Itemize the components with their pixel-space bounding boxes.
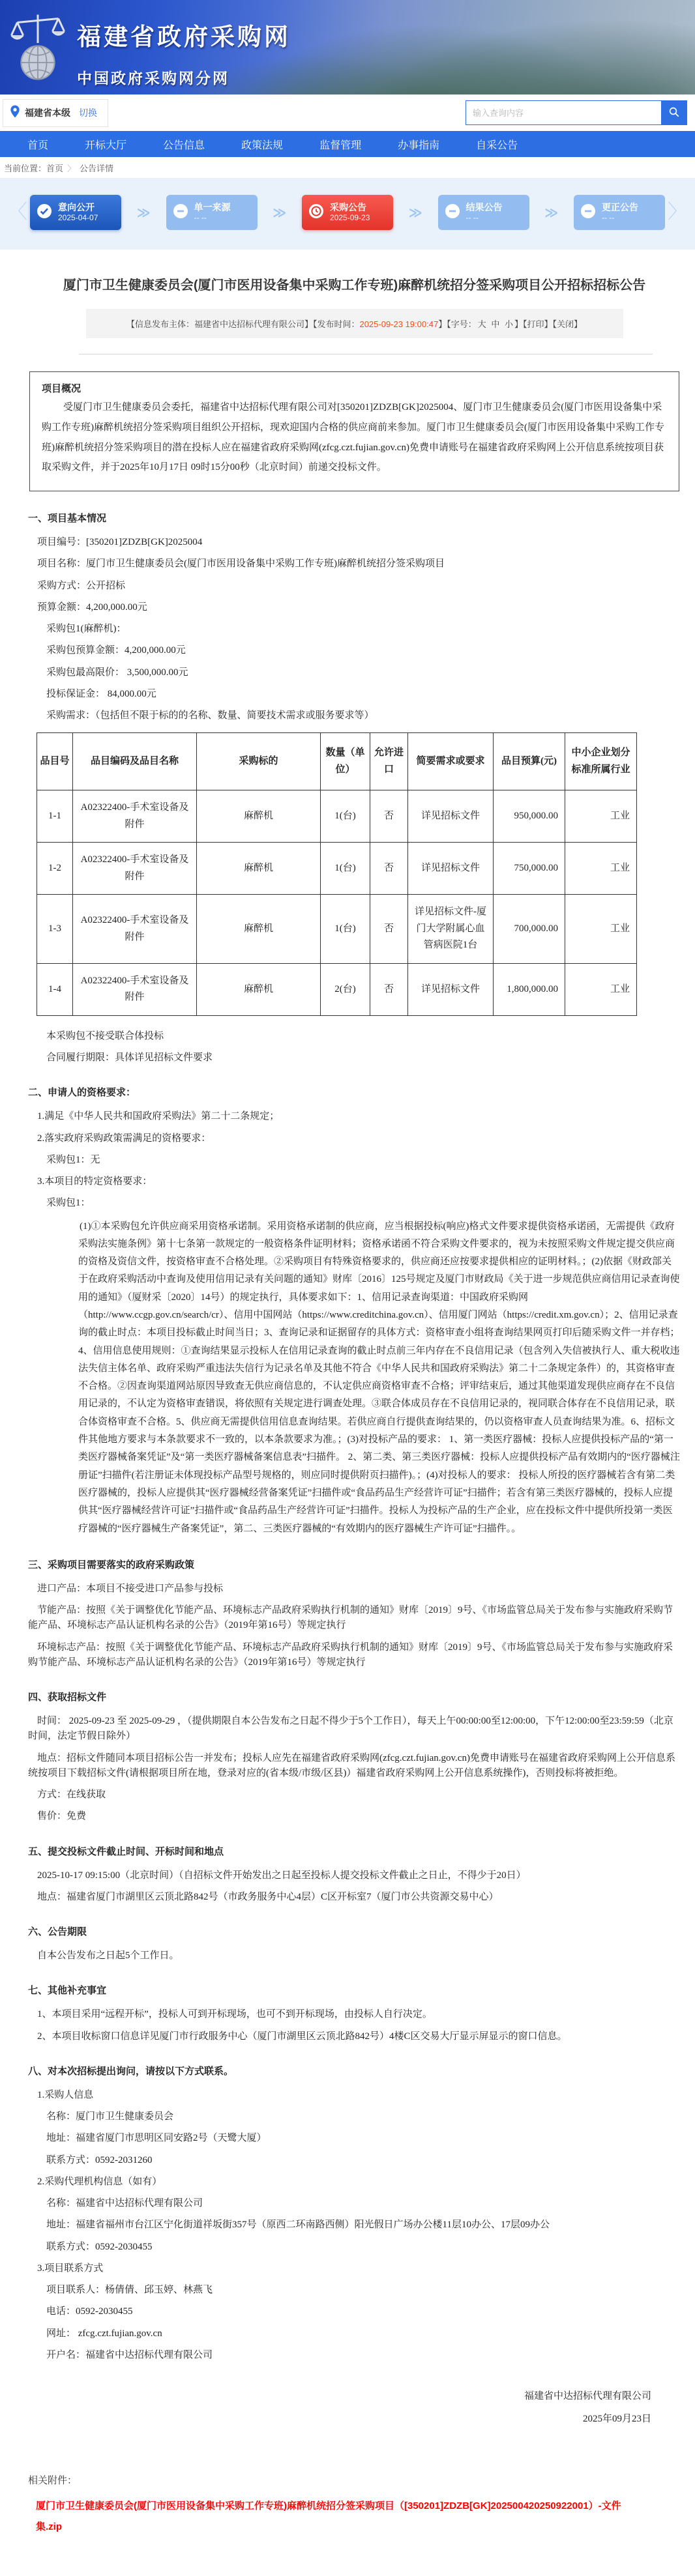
nav-item-announcements[interactable]: 公告信息 (163, 139, 205, 151)
project-contact-phone: 电话：0592-2030455 (46, 2306, 133, 2317)
announcement-period: 自本公告发布之日起5个工作日。 (37, 1950, 179, 1961)
step-intent-publicity[interactable] (30, 195, 121, 230)
document-method: 方式：在线获取 (37, 1789, 106, 1801)
table-header-row (37, 733, 637, 790)
agency-name: 名称：福建省中达招标代理有限公司 (46, 2198, 203, 2209)
table-cell: 950,000.00 (494, 790, 565, 843)
font-size-medium-button[interactable]: 中 (491, 319, 500, 329)
table-cell: 1,800,000.00 (494, 963, 565, 1015)
page-title: 厦门市卫生健康委员会(厦门市医用设备集中采购工作专班)麻醉机统招分签采购项目公开招标招标公告 (63, 278, 646, 293)
budget-amount: 预算金额：4,200,000.00元 (37, 601, 147, 613)
bid-opening-place: 地点：福建省厦门市湖里区云顶北路842号（市政务服务中心4层）C区开标室7（厦门市公共资源交易中心） (37, 1891, 499, 1902)
site-banner (0, 0, 695, 94)
table-cell: 2(台) (321, 963, 370, 1015)
agency-info-title: 2.采购代理机构信息（如有） (37, 2176, 162, 2187)
table-cell: 工业 (565, 895, 637, 964)
table-cell: 麻醉机 (197, 895, 321, 964)
overview-heading: 项目概况 (42, 383, 81, 394)
supplement-item: 2、本项目收标窗口信息详见厦门市行政服务中心（厦门市湖里区云顶北路842号）4楼C区交易大厅显示屏显示的窗口信息。 (37, 2031, 567, 2042)
divider (79, 354, 653, 355)
purchaser-address: 地址：福建省厦门市思明区同安路2号（天鹭大厦） (46, 2133, 267, 2144)
section3-heading: 三、采购项目需要落实的政府采购政策 (28, 1559, 195, 1570)
table-cell: 详见招标文件 (408, 790, 494, 843)
meta-size-label: 】【字号： (438, 319, 477, 329)
step-label: 结果公告 (466, 201, 503, 212)
step-label: 更正公告 (602, 201, 638, 212)
step-label: 采购公告 (330, 201, 366, 212)
table-header-cell: 中小企业划分标准所属行业 (565, 733, 637, 790)
bid-deadline: 2025-10-17 09:15:00（北京时间）（自招标文件开始发出之日起至投标人提交投标文件截止之日止，不得少于20日） (37, 1870, 526, 1881)
nav-item-bid-opening-hall[interactable]: 开标大厅 (85, 139, 127, 151)
table-cell: A02322400-手术室设备及附件 (73, 963, 197, 1015)
specific-qualification-paragraph: (1)①本采购包允许供应商采用资格承诺制。采用资格承诺制的供应商，应当根据投标(响应)格式文件要求提供资格承诺函，无需提供《政府采购法实施条例》第十七条第一款规定的一般资格条件证明材料；资格承诺函不符合采购文件要求的，视为未按照采购文件规定提交供应商的资格及资信文件，按资格审查不合格处理。②采购项目有特殊资格要求的，供应商还应按要求提供相应的证明材料。；(2)依据《财政部关于在政府采购活动中查询及使用信用记录有关问题的通知》财库〔2016〕125号规定及厦门市财政局《关于进一步规范供应商信用记录查询使用的通知》（厦财采〔2020〕14号）的规定执行，具体要求如下：1、信用记录查询渠道：中国政府采购网（http://www.ccgp.gov.cn/search/cr）、信用中国网站（https://www.creditchina.gov.cn）、信用厦门网站（https://credit.xm.gov.cn）；2、信用记录查询的截止时点：本项目投标截止时间当日；3、查询记录和证据留存的具体方式：资格审查小组将查询结果网页打印后随采购文件一并存档；4、信用信息使用规则：①查询结果显示投标人在信用记录查询的截止时点前三年内存在不良信用记录（包含列入失信被执行人、重大税收违法失信主体名单、政府采购严重违法失信行为记录名单及其他不符合《中华人民共和国政府采购法》第二十二条规定条件）的，其资格审查不合格。②因查询渠道网站原因导致查无供应商信息的，不认定供应商资格审查不合格；评审结束后，通过其他渠道发现供应商存在不良信用记录的，不认定为资格审查错误，将依照有关规定进行调查处理。③联合体成员存在不良信用记录的，视同联合体存在不良信用记录，联合体资格审查不合格。5、供应商无需提供信用信息查询结果。若供应商自行提供查询结果的，仍以资格审查人员查询结果为准。6、招标文件其他地方要求与本条款要求不一致的，以本条款要求为准。；(3)对投标产品的要求： 1、第一类医疗器械：投标人应提供投标产品的“第一类医疗器械备案凭证”及“第一类医疗器械备案信息表”扫描件。 2、第二类、第三类医疗器械：投标人应提供投标产品有效期内的“医疗器械注册证”扫描件(若注册证未体现投标产品型号规格的，则应同时提供附页扫描件)。；(4)对投标人的要求： 投标人所投的医疗器械若含有第二类医疗器械的，投标人应提供其“医疗器械经营备案凭证”扫描件或“食品药品生产经营许可证”扫描件；若含有第三类医疗器械的，投标人应提供其“医疗器械经营许可证”扫描件或“食品药品生产经营许可证”扫描件。投标人为投标产品的生产企业，应在投标文件中提供所投第一类医疗器械的“医疗器械生产备案凭证”，第二、三类医疗器械的“有效期内的医疗器械生产许可证”扫描件。。 (78, 1221, 680, 1534)
search-icon (668, 106, 680, 120)
table-cell: A02322400-手术室设备及附件 (73, 895, 197, 964)
table-cell: 详见招标文件-厦门大学附属心血管病医院1台 (408, 895, 494, 964)
nav-item-self-procurement[interactable]: 自采公告 (476, 139, 518, 151)
section8-heading: 八、对本次招标提出询问，请按以下方式联系。 (28, 2065, 234, 2077)
bid-deposit: 投标保证金： 84,000.00元 (46, 688, 156, 699)
table-row (37, 963, 637, 1015)
purchaser-info-title: 1.采购人信息 (37, 2089, 94, 2100)
environment-label-policy: 环境标志产品：按照《关于调整优化节能产品、环境标志产品政府采购执行机制的通知》财库〔2019〕9号、《市场监管总局关于发布参与实施政府采购节能产品、环境标志产品认证机构名录的公告》（2019年第16号）等规定执行 (28, 1642, 673, 1668)
step-connector-arrows-icon: ≫ (136, 205, 151, 220)
font-size-small-button[interactable]: 小 (504, 319, 513, 329)
import-product-policy: 进口产品：本项目不接受进口产品参与投标 (37, 1583, 224, 1594)
table-cell: A02322400-手术室设备及附件 (73, 843, 197, 895)
section4-heading: 四、获取招标文件 (28, 1692, 107, 1703)
table-cell: 否 (370, 963, 408, 1015)
search-bar (466, 100, 687, 125)
table-cell: 工业 (565, 843, 637, 895)
step-date: -- -- (194, 213, 207, 223)
section2-heading: 二、申请人的资格要求： (28, 1087, 136, 1099)
meta-publish-time: 2025-09-23 19:00:47 (359, 319, 439, 329)
qualification-item: 采购包1： (46, 1198, 91, 1209)
section7-heading: 七、其他补充事宜 (28, 1985, 107, 1997)
table-cell: 麻醉机 (197, 790, 321, 843)
step-date: -- -- (602, 213, 615, 223)
attachments-section (0, 2437, 695, 2576)
purchaser-contact: 联系方式：0592-2031260 (46, 2154, 153, 2165)
package-title: 采购包1(麻醉机)： (46, 624, 126, 634)
table-cell: 否 (370, 843, 408, 895)
section6-heading: 六、公告期限 (28, 1926, 87, 1938)
breadcrumb (0, 157, 695, 178)
close-button[interactable]: 【关闭】 (552, 319, 583, 329)
step-result-announcement[interactable] (438, 195, 529, 230)
minus-circle-icon (580, 203, 596, 222)
nav-item-guide[interactable]: 办事指南 (398, 139, 440, 151)
qualification-item: 1.满足《中华人民共和国政府采购法》第二十二条规定； (37, 1111, 280, 1122)
step-connector-arrows-icon: ≫ (408, 205, 422, 220)
breadcrumb-prefix: 当前位置： (4, 163, 47, 173)
check-circle-icon (37, 203, 52, 222)
site-logo-scales-icon (8, 12, 68, 85)
table-cell: 否 (370, 895, 408, 964)
project-name: 项目名称：厦门市卫生健康委员会(厦门市医用设备集中采购工作专班)麻醉机统招分签采购项目 (37, 558, 445, 570)
procurement-steps (0, 178, 695, 250)
table-cell: 详见招标文件 (408, 963, 494, 1015)
meta-publisher: 【信息发布主体：福建省中达招标代理有限公司】【发布时间： (126, 319, 360, 329)
section1-heading: 一、项目基本情况 (28, 513, 107, 524)
minus-circle-icon (445, 203, 460, 222)
site-title: 福建省政府采购网 (77, 23, 291, 50)
qualification-item: 采购包1：无 (46, 1154, 100, 1165)
steps-prev-arrow-icon[interactable]: 〈 (8, 201, 27, 223)
table-cell: 1-1 (37, 790, 73, 843)
procurement-method: 采购方式：公开招标 (37, 580, 126, 591)
table-cell: 750,000.00 (494, 843, 565, 895)
table-cell: 麻醉机 (197, 843, 321, 895)
steps-row (30, 195, 665, 230)
breadcrumb-current: 公告详情 (80, 163, 114, 173)
step-procurement-announcement[interactable] (302, 195, 393, 230)
print-button[interactable]: 【打印】 (523, 319, 553, 329)
project-contact-person: 项目联系人：杨倩倩、邱玉婷、林燕飞 (46, 2285, 213, 2296)
signature-company: 福建省中达招标代理有限公司 (524, 2391, 651, 2402)
purchaser-name: 名称：厦门市卫生健康委员会 (46, 2111, 174, 2122)
items-table (37, 732, 637, 1016)
meta-size-end: 】 (514, 319, 524, 329)
font-size-large-button[interactable]: 大 (477, 319, 486, 329)
qualification-item: 3.本项目的特定资格要求： (37, 1176, 153, 1187)
step-date: -- -- (466, 213, 479, 223)
table-header-cell: 允许进口 (370, 733, 408, 790)
account-name: 开户名：福建省中达招标代理有限公司 (46, 2349, 213, 2360)
step-connector-arrows-icon: ≫ (544, 205, 559, 220)
step-correction-announcement[interactable] (574, 195, 665, 230)
table-header-cell: 数量（单位） (321, 733, 370, 790)
project-overview-box (29, 371, 679, 491)
table-cell: 麻醉机 (197, 963, 321, 1015)
main-nav (0, 131, 695, 157)
overview-body: 受厦门市卫生健康委员会委托，福建省中达招标代理有限公司对[350201]ZDZB[GK]2025004、厦门市卫生健康委员会(厦门市医用设备集中采购工作专班)麻醉机统招分签采购项目组织公开招标，现欢迎国内合格的供应商前来参加。厦门市卫生健康委员会(厦门市医用设备集中采购工作专班)麻醉机统招分签采购项目的潜在投标人应在福建省政府采购网(zfcg.czt.fujian.gov.cn)免费申请账号在福建省政府采购网上公开信息系统按项目获取采购文件，并于2025年10月17日 09时15分00秒（北京时间）前递交投标文件。 (42, 402, 664, 473)
steps-next-arrow-icon[interactable]: 〉 (668, 201, 687, 223)
table-cell: 否 (370, 790, 408, 843)
nav-item-policies[interactable]: 政策法规 (241, 139, 284, 151)
table-cell: 700,000.00 (494, 895, 565, 964)
signature-date: 2025年09月23日 (582, 2413, 651, 2424)
location-pin-icon (10, 105, 20, 121)
document-place: 地点：招标文件随同本项目招标公告一并发布；投标人应先在福建省政府采购网(zfcg.czt.fujian.gov.cn)免费申请账号在福建省政府采购网上公开信息系统按项目下载招标文件(请根据项目所在地，登录对应的(省本级/市级/区县)）福建省政府采购网上公开信息系统操作)，否则投标将被拒绝。 (28, 1752, 675, 1778)
table-header-cell: 品目号 (37, 733, 73, 790)
region-label: 福建省本级 (25, 108, 70, 118)
table-row (37, 895, 637, 964)
breadcrumb-separator-icon: 〉 (67, 163, 76, 173)
document-price: 售价：免费 (37, 1811, 87, 1822)
announcement-article (0, 250, 695, 2437)
site-subtitle: 中国政府采购网分网 (77, 70, 229, 87)
table-header-cell: 简要需求或要求 (408, 733, 494, 790)
attachment-file-link[interactable]: 厦门市卫生健康委员会(厦门市医用设备集中采购工作专班)麻醉机统招分签采购项目（[350201]ZDZB[GK]202500420250922001）-文件集.zip (36, 2500, 621, 2532)
project-number: 项目编号：[350201]ZDZB[GK]2025004 (37, 537, 203, 547)
supplement-item: 1、本项目采用“远程开标”，投标人可到开标现场，也可不到开标现场，由投标人自行决定。 (37, 2009, 432, 2020)
region-selector[interactable] (3, 99, 108, 127)
table-header-cell: 品目预算(元) (494, 733, 565, 790)
table-cell: 1(台) (321, 790, 370, 843)
toolbar (0, 94, 695, 131)
table-cell: 1(台) (321, 843, 370, 895)
table-row (37, 790, 637, 843)
step-label: 意向公开 (58, 201, 95, 212)
document-time: 时间： 2025-09-23 至 2025-09-29 ，（提供期限自本公告发布之日起不得少于5个工作日），每天上午00:00:00至12:00:00，下午12:00:00至23:59:59（北京时间，法定节假日除外） (28, 1716, 673, 1742)
table-cell: 1(台) (321, 895, 370, 964)
table-cell: 工业 (565, 790, 637, 843)
table-cell: 详见招标文件 (408, 843, 494, 895)
procurement-demand-note: 采购需求：（包括但不限于标的的名称、数量、简要技术需求或服务要求等） (46, 710, 374, 721)
package-max-price: 采购包最高限价： 3,500,000.00元 (46, 667, 188, 678)
qualification-item: 2.落实政府采购政策需满足的资格要求： (37, 1133, 211, 1144)
meta-bar (86, 309, 623, 338)
no-consortium-note: 本采购包不接受联合体投标 (46, 1030, 164, 1041)
table-cell: 工业 (565, 963, 637, 1015)
clock-circle-icon (308, 203, 324, 222)
table-header-cell: 采购标的 (197, 733, 321, 790)
project-contact-website: 网址： zfcg.czt.fujian.gov.cn (46, 2328, 162, 2339)
step-label: 单一来源 (194, 201, 231, 212)
table-cell: 1-2 (37, 843, 73, 895)
nav-item-home[interactable]: 首页 (27, 139, 49, 151)
step-single-source[interactable] (166, 195, 258, 230)
search-input[interactable] (466, 100, 661, 125)
contract-term-note: 合同履行期限：具体详见招标文件要求 (46, 1052, 213, 1063)
table-cell: 1-3 (37, 895, 73, 964)
table-cell: A02322400-手术室设备及附件 (73, 790, 197, 843)
section5-heading: 五、提交投标文件截止时间、开标时间和地点 (28, 1845, 224, 1857)
table-header-cell: 品目编码及品目名称 (73, 733, 197, 790)
project-contact-title: 3.项目联系方式 (37, 2263, 104, 2274)
attachments-heading: 相关附件： (28, 2475, 78, 2487)
package-budget: 采购包预算金额：4,200,000.00元 (46, 645, 186, 656)
table-cell: 1-4 (37, 963, 73, 1015)
breadcrumb-home-link[interactable]: 首页 (46, 163, 64, 173)
search-button[interactable] (661, 100, 687, 125)
nav-item-supervision[interactable]: 监督管理 (319, 139, 362, 151)
table-row (37, 843, 637, 895)
energy-saving-policy: 节能产品：按照《关于调整优化节能产品、环境标志产品政府采购执行机制的通知》财库〔2019〕9号、《市场监管总局关于发布参与实施政府采购节能产品、环境标志产品认证机构名录的公告》（2019年第16号）等规定执行 (28, 1605, 673, 1631)
agency-contact: 联系方式：0592-2030455 (46, 2241, 153, 2252)
signature-block (28, 2385, 651, 2430)
minus-circle-icon (173, 203, 188, 222)
agency-address: 地址：福建省福州市台江区宁化街道祥坂街357号（原西二环南路西侧）阳光假日广场办公楼11层10办公、17层09办公 (46, 2220, 550, 2231)
step-connector-arrows-icon: ≫ (273, 205, 287, 220)
step-date: 2025-04-07 (58, 213, 98, 223)
step-date: 2025-09-23 (330, 213, 370, 223)
region-switch-link[interactable]: 切换 (79, 108, 97, 118)
